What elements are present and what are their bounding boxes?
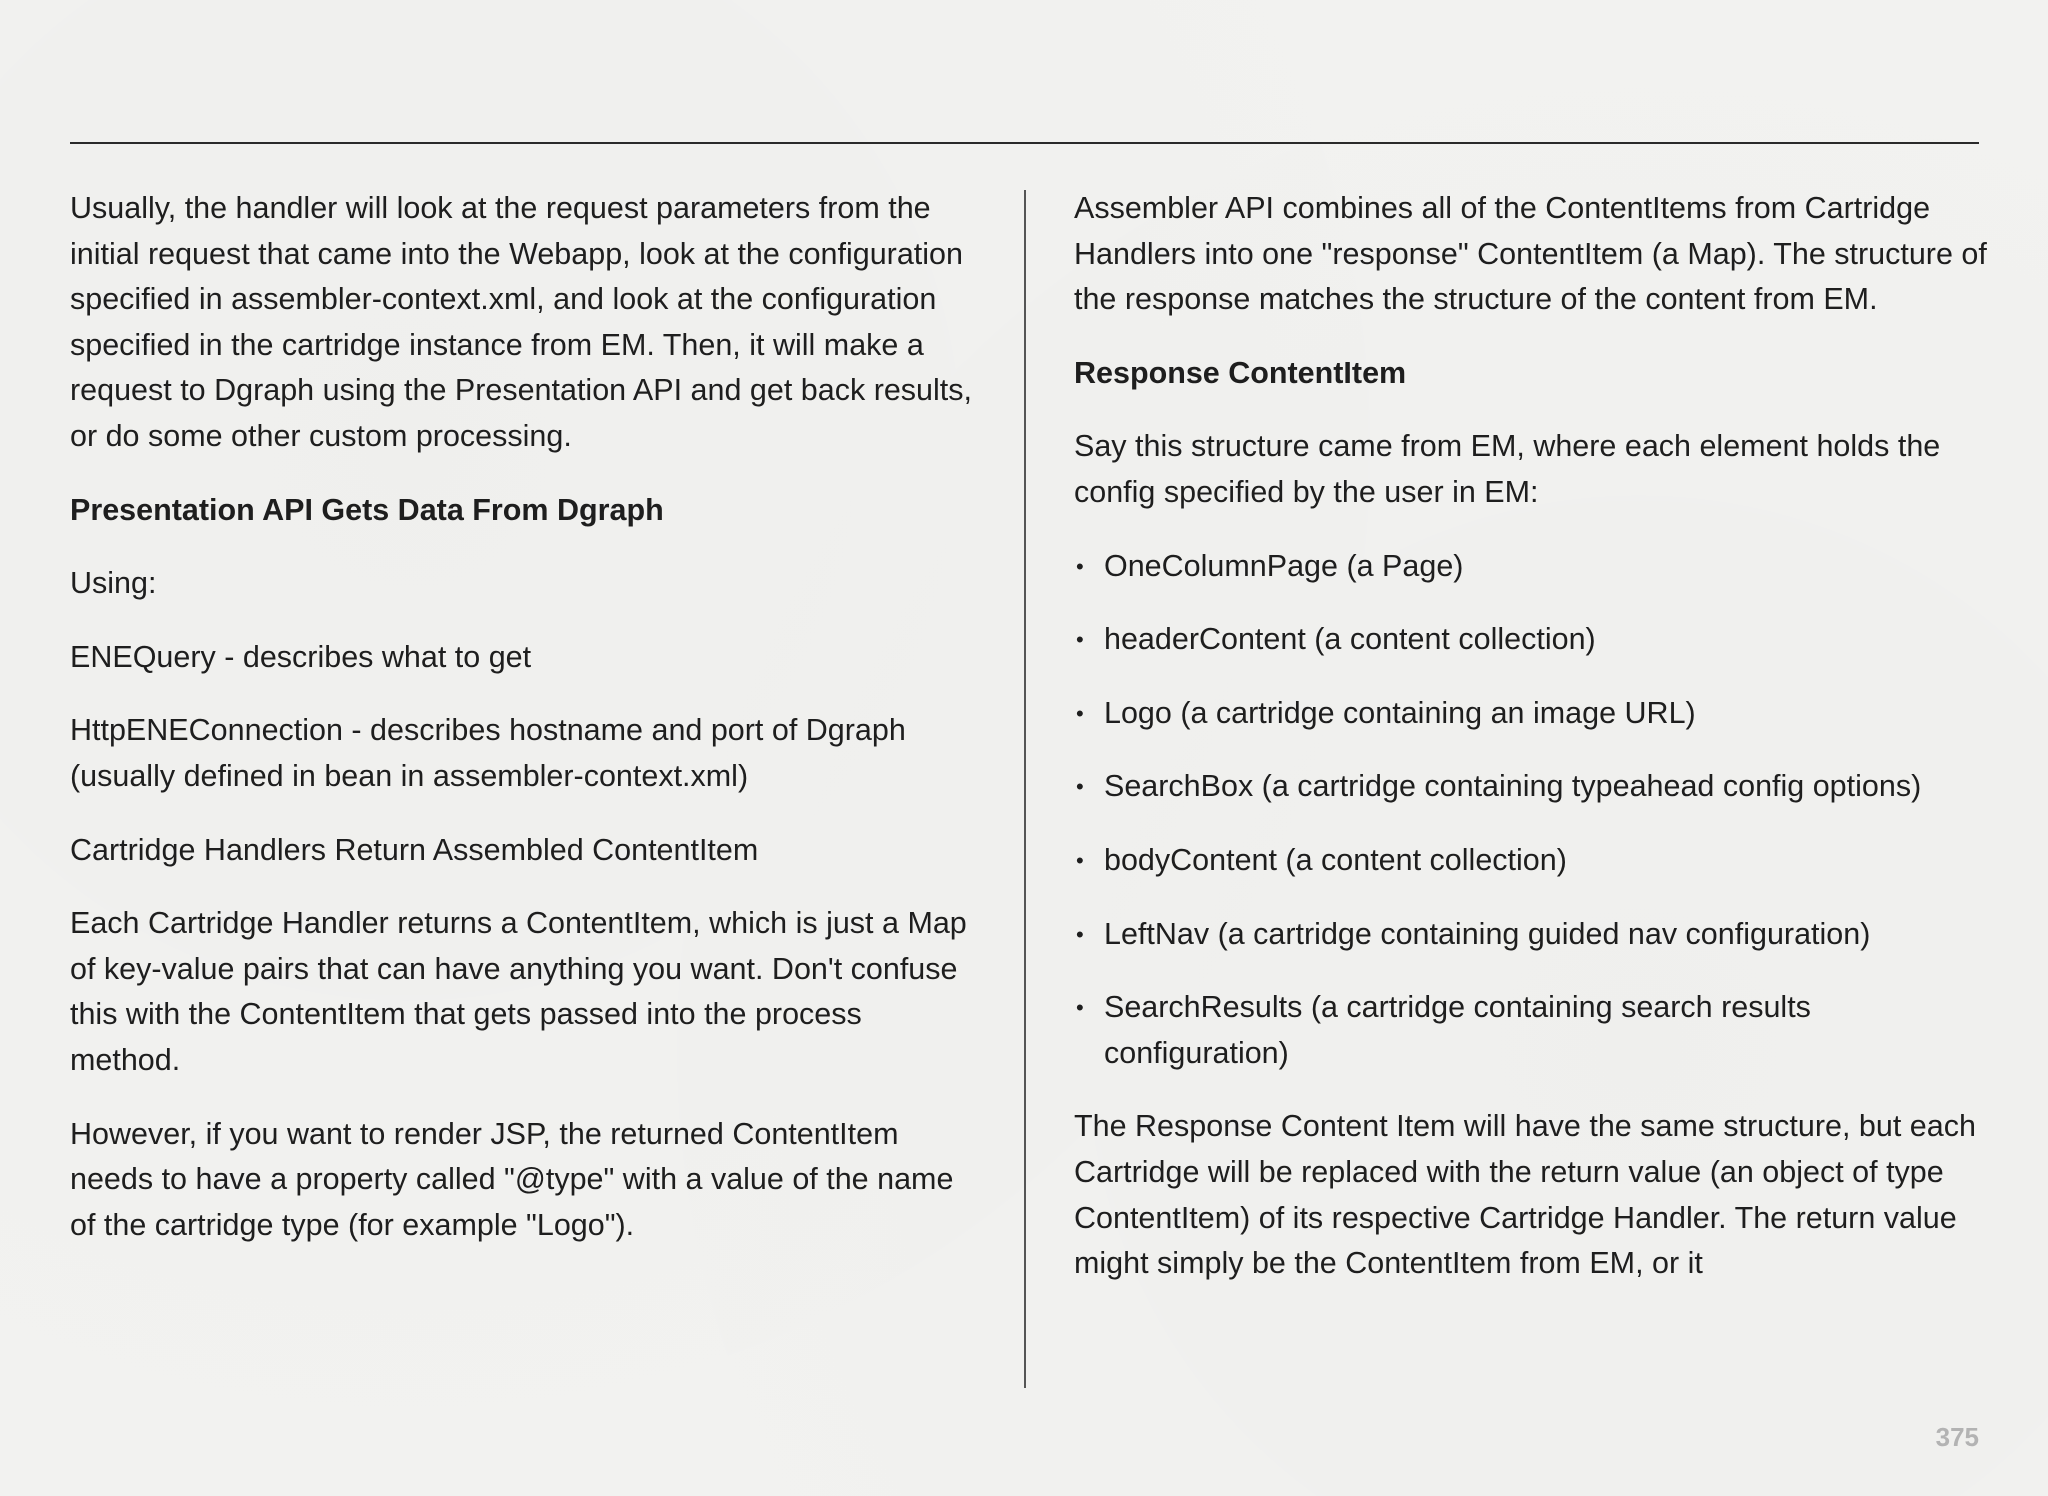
structure-list: [1074, 544, 1989, 1077]
list-item-text: SearchBox (a cartridge containing typeahead config options): [1104, 769, 1922, 804]
list-item: [1074, 617, 1989, 663]
enequery-paragraph: ENEQuery - describes what to get: [70, 639, 532, 674]
list-item: [1074, 838, 1989, 884]
httpeneconnection-paragraph: HttpENEConnection - describes hostname and port of Dgraph (usually defined in bean in assembler-context.xml): [70, 713, 906, 793]
using-label: Using:: [70, 566, 157, 601]
list-item: [1074, 764, 1989, 810]
list-item: [1074, 544, 1989, 590]
left-column: [70, 186, 980, 1276]
each-handler-paragraph: Each Cartridge Handler returns a ContentItem, which is just a Map of key-value pairs that can have anything you want. Don't confuse this with the ContentItem that gets passed into the process method.: [70, 906, 967, 1077]
list-item-text: OneColumnPage (a Page): [1104, 548, 1464, 583]
structure-paragraph: Say this structure came from EM, where each element holds the config specified by the user in EM:: [1074, 429, 1941, 509]
section-heading-response-contentitem: Response ContentItem: [1074, 355, 1407, 390]
section-heading-presentation-api: Presentation API Gets Data From Dgraph: [70, 492, 664, 527]
list-item: [1074, 691, 1989, 737]
list-item: [1074, 912, 1989, 958]
list-item-text: Logo (a cartridge containing an image URL): [1104, 695, 1696, 730]
bullet-icon: •: [1076, 774, 1084, 800]
bullet-icon: •: [1076, 847, 1084, 873]
list-item-text: bodyContent (a content collection): [1104, 842, 1567, 877]
intro-paragraph: Usually, the handler will look at the request parameters from the initial request that came into the Webapp, look at the configuration specified in assembler-context.xml, and look at the configuration specified in the cartridge instance from EM. Then, it will make a request to Dgraph using the Presentation API and get back results, or do some other custom processing.: [70, 191, 972, 453]
bullet-icon: •: [1076, 700, 1084, 726]
list-item-text: headerContent (a content collection): [1104, 622, 1596, 657]
bullet-icon: •: [1076, 921, 1084, 947]
assembler-paragraph: Assembler API combines all of the ContentItems from Cartridge Handlers into one "response" ContentItem (a Map). The structure of the response matches the structure of the content from EM.: [1074, 191, 1987, 317]
bullet-icon: •: [1076, 995, 1084, 1021]
header-rule: [70, 142, 1979, 144]
bullet-icon: •: [1076, 553, 1084, 579]
closing-paragraph: The Response Content Item will have the same structure, but each Cartridge will be replaced with the return value (an object of type ContentItem) of its respective Cartridge Handler. The return value might simply be the ContentItem from EM, or it: [1074, 1109, 1976, 1281]
list-item-text: SearchResults (a cartridge containing search results configuration): [1104, 990, 1811, 1070]
cartridge-handlers-paragraph: Cartridge Handlers Return Assembled ContentItem: [70, 832, 759, 867]
right-column: [1074, 186, 1989, 1315]
list-item: [1074, 985, 1989, 1076]
however-paragraph: However, if you want to render JSP, the returned ContentItem needs to have a property called "@type" with a value of the name of the cartridge type (for example "Logo").: [70, 1116, 954, 1242]
bullet-icon: •: [1076, 627, 1084, 653]
list-item-text: LeftNav (a cartridge containing guided nav configuration): [1104, 916, 1871, 951]
column-divider: [1024, 190, 1026, 1388]
page-number: 375: [1935, 1422, 1979, 1452]
